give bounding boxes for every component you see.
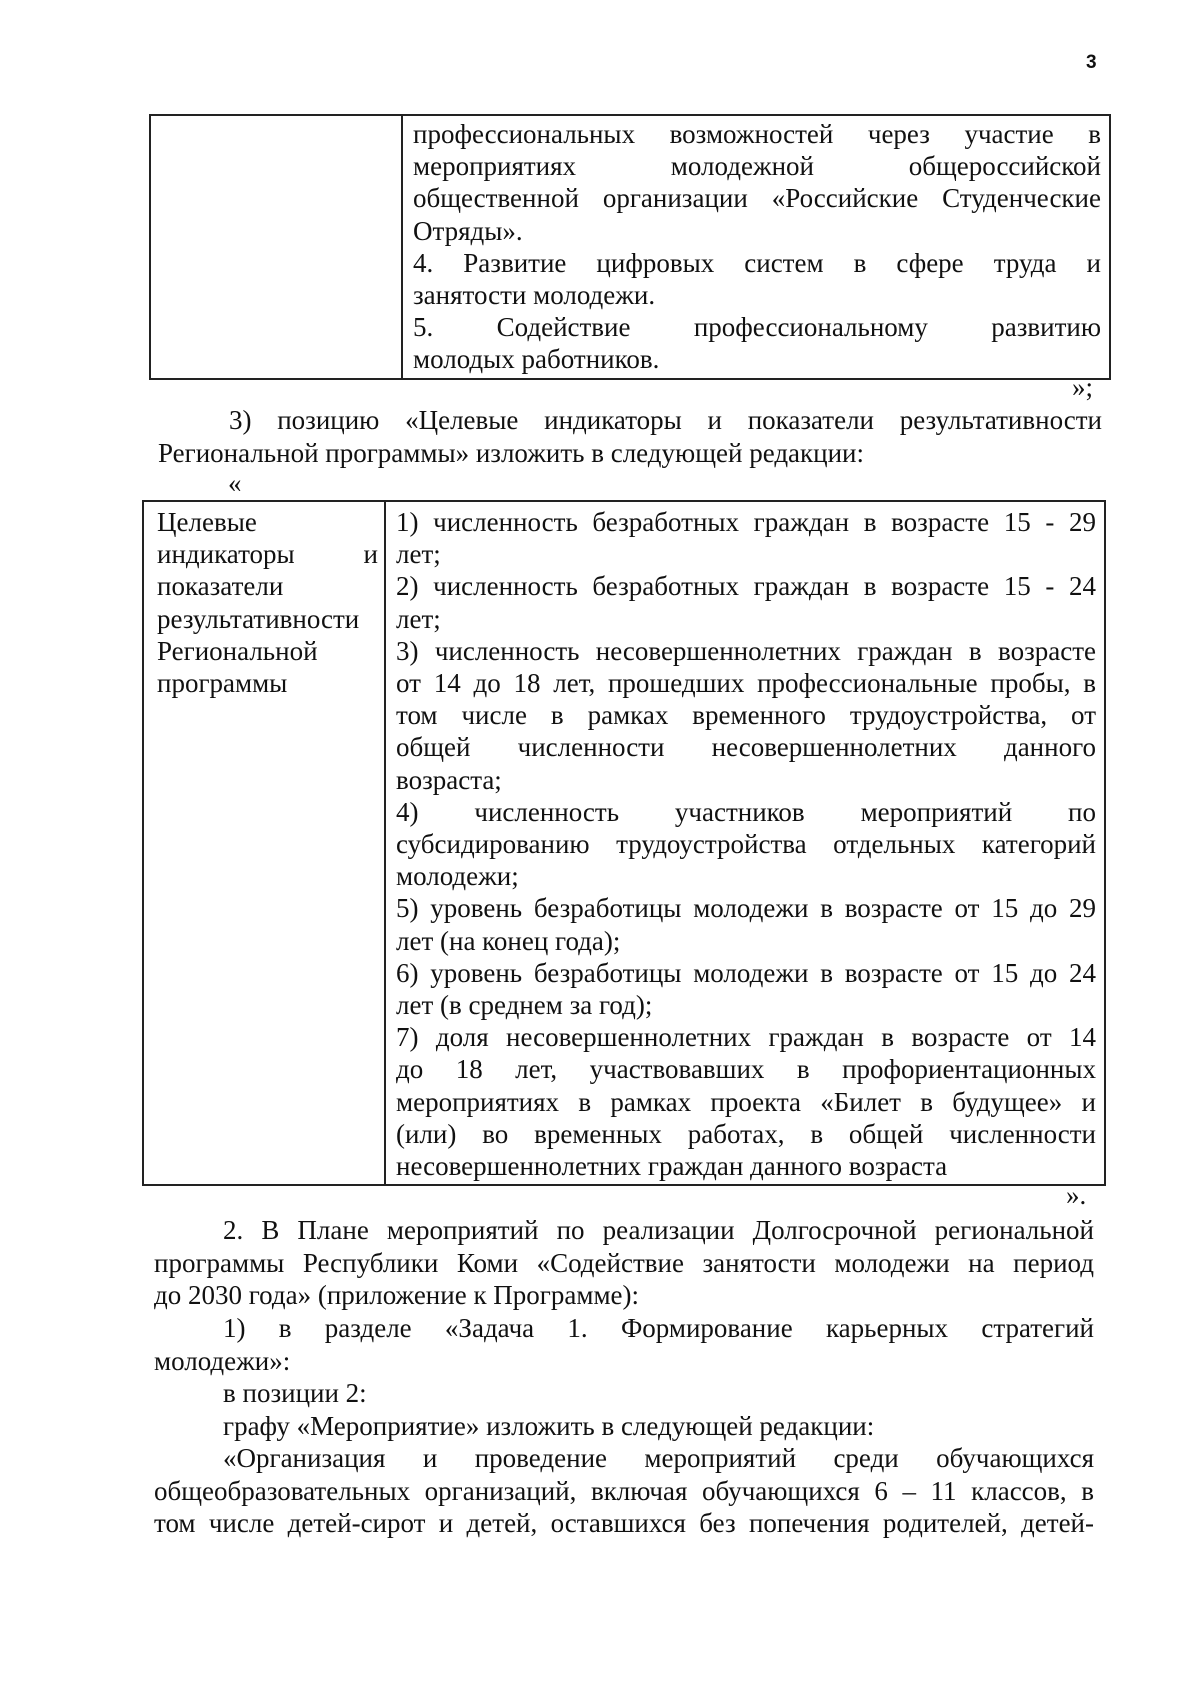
cell-line: результативности — [157, 603, 360, 634]
cell-line: 3) численность несовершеннолетних граждан в возрасте — [396, 635, 1096, 666]
cell-line: от 14 до 18 лет, прошедших профессиональные пробы, в — [396, 668, 1096, 699]
cell-line: показатели — [157, 571, 284, 602]
paragraph-line: том числе детей-сирот и детей, оставшихся без попечения родителей, детей- — [154, 1508, 1094, 1538]
section-2-paragraph — [154, 1214, 1094, 1312]
cell-line: мероприятиях в рамках проекта «Билет в будущее» и — [396, 1086, 1096, 1117]
table-cell-empty — [150, 115, 402, 379]
cell-line: 6) уровень безработицы молодежи в возрасте от 15 до 24 — [396, 957, 1096, 988]
opening-quote: « — [228, 468, 242, 498]
cell-line: несовершеннолетних граждан данного возраста — [396, 1151, 948, 1182]
cell-line: субсидированию трудоустройства отдельных категорий — [396, 829, 1096, 860]
table-cell-indicator-list — [385, 501, 1105, 1185]
cell-line: (или) во временных работах, в общей численности — [396, 1118, 1096, 1149]
cell-line: общей численности несовершеннолетних данного — [396, 732, 1096, 763]
cell-line: общественной организации «Российские Студенческие — [413, 183, 1101, 214]
column-edit-line: графу «Мероприятие» изложить в следующей редакции: — [223, 1411, 875, 1441]
paragraph-line: «Организация и проведение мероприятий среди обучающихся — [223, 1443, 1094, 1473]
paragraph-line: до 2030 года» (приложение к Программе): — [154, 1280, 640, 1310]
paragraph-line: программы Республики Коми «Содействие занятости молодежи на период — [154, 1247, 1094, 1278]
cell-line: 2) численность безработных граждан в возрасте 15 - 24 — [396, 571, 1096, 602]
cell-line: лет; — [396, 603, 441, 634]
cell-line: мероприятиях молодежной общероссийской — [413, 151, 1101, 182]
closing-quote: ». — [1066, 1180, 1087, 1210]
table-row — [143, 501, 1105, 1185]
cell-line: профессиональных возможностей через участие в — [413, 119, 1101, 149]
paragraph-line: 1) в разделе «Задача 1. Формирование карьерных стратегий — [223, 1313, 1094, 1343]
paragraph-line: 3) позицию «Целевые индикаторы и показатели результативности — [229, 405, 1102, 435]
position-2-line: в позиции 2: — [223, 1378, 367, 1408]
cell-line: том числе в рамках временного трудоустройства, от — [396, 700, 1096, 731]
continuation-table — [149, 114, 1111, 380]
cell-line: программы — [157, 668, 288, 699]
table-cell-indicator-title — [143, 501, 385, 1185]
cell-line: до 18 лет, участвовавших в профориентационных — [396, 1054, 1096, 1085]
cell-line: молодых работников. — [413, 344, 660, 375]
page-number: 3 — [1086, 52, 1097, 73]
cell-line: занятости молодежи. — [413, 280, 656, 311]
cell-line: Отряды». — [413, 215, 523, 246]
cell-line: Региональной — [157, 635, 318, 666]
cell-line: 1) численность безработных граждан в возрасте 15 - 29 — [396, 507, 1096, 537]
item-1-paragraph — [154, 1312, 1094, 1377]
cell-line: Целевые — [157, 507, 257, 537]
cell-line: лет (в среднем за год); — [396, 990, 653, 1021]
cell-line: индикаторы и — [157, 539, 378, 570]
closing-quote: »; — [1072, 372, 1094, 402]
paragraph-line: молодежи»: — [154, 1345, 291, 1376]
table-cell-tasks — [402, 115, 1110, 379]
indicators-table — [142, 500, 1106, 1186]
cell-line: 4) численность участников мероприятий по — [396, 796, 1096, 827]
cell-line: 5. Содействие профессиональному развитию — [413, 312, 1101, 343]
paragraph-line: 2. В Плане мероприятий по реализации Долгосрочной региональной — [223, 1215, 1094, 1245]
cell-line: 5) уровень безработицы молодежи в возрасте от 15 до 29 — [396, 893, 1096, 924]
cell-line: лет (на конец года); — [396, 925, 621, 956]
cell-line: 7) доля несовершеннолетних граждан в возрасте от 14 — [396, 1022, 1096, 1053]
cell-line: лет; — [396, 539, 441, 570]
paragraph-line: Региональной программы» изложить в следующей редакции: — [158, 437, 865, 468]
table-row — [150, 115, 1110, 379]
paragraph-item-3 — [158, 404, 1102, 469]
cell-line: молодежи; — [396, 861, 519, 892]
cell-line: возраста; — [396, 764, 502, 795]
organization-paragraph — [154, 1442, 1094, 1540]
cell-line: 4. Развитие цифровых систем в сфере труда и — [413, 247, 1101, 278]
paragraph-line: общеобразовательных организаций, включая обучающихся 6 – 11 классов, в — [154, 1475, 1094, 1506]
